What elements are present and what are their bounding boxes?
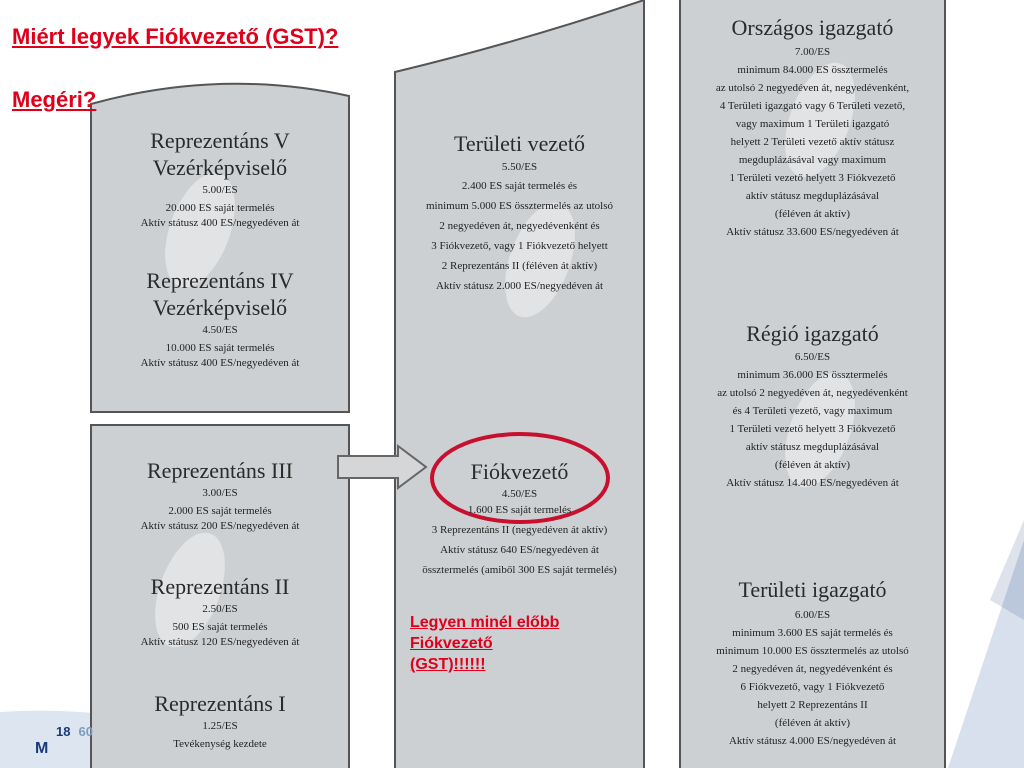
level-rate: 6.50/ES — [794, 351, 831, 363]
callout-text — [410, 612, 640, 675]
callout-line: Legyen minél előbb — [410, 614, 560, 631]
level-detail: 20.000 ES saját termelés — [165, 202, 275, 214]
level-heading: Területi vezető — [453, 131, 585, 156]
level-detail: minimum 10.000 ES össztermelés az utolsó — [716, 645, 909, 657]
level-detail: 2 Reprezentáns II (féléven át aktív) — [441, 260, 598, 272]
level-heading: Vezérképviselő — [152, 155, 288, 180]
level-detail: (féléven át aktív) — [774, 717, 851, 729]
page-total: 60 — [78, 724, 93, 739]
level-rate: 1.25/ES — [202, 720, 238, 732]
level-heading: Régió igazgató — [746, 321, 879, 346]
level-detail: minimum 36.000 ES össztermelés — [737, 369, 888, 381]
level-detail: aktív státusz megduplázásával — [745, 190, 880, 202]
level-regio-igazgato — [680, 320, 945, 492]
level-detail: 1.600 ES saját termelés — [467, 504, 572, 516]
level-detail: 4 Területi igazgató vagy 6 Területi vezető, — [719, 100, 906, 112]
level-heading: Reprezentáns II — [150, 574, 290, 599]
level-heading: Reprezentáns V — [150, 128, 290, 153]
page-number — [56, 724, 93, 739]
level-rate: 2.50/ES — [202, 603, 238, 615]
level-detail: Aktív státusz 14.400 ES/negyedéven át — [726, 477, 899, 489]
level-rate: 3.00/ES — [202, 487, 238, 499]
level-orszagos-igazgato — [680, 14, 945, 241]
level-detail: 2 negyedéven át, negyedévenként és — [439, 220, 600, 232]
level-detail: 6 Fiókvezető, vagy 1 Fiókvezető — [740, 681, 885, 693]
level-teruleti-igazgato — [680, 576, 945, 750]
level-heading: Fiókvezető — [470, 459, 569, 484]
level-detail: Aktív státusz 4.000 ES/negyedéven át — [728, 735, 897, 747]
level-detail: minimum 5.000 ES össztermelés az utolsó — [426, 200, 613, 212]
level-detail: 1 Területi vezető helyett 3 Fiókvezető — [729, 172, 896, 184]
callout-line: Fiókvezető — [410, 635, 493, 652]
level-reprezentans-ii — [91, 573, 349, 650]
level-detail: Aktív státusz 120 ES/negyedéven át — [140, 636, 300, 648]
level-detail: vagy maximum 1 Területi igazgató — [735, 118, 890, 130]
page-title-line-1: Miért legyek Fiókvezető (GST)? — [12, 24, 339, 49]
level-detail: Tevékenység kezdete — [173, 738, 267, 750]
page-title-line-2: Megéri? — [12, 87, 97, 112]
level-detail: 2.000 ES saját termelés — [168, 505, 272, 517]
footer-letter: M — [35, 740, 49, 757]
level-rate: 6.00/ES — [794, 609, 831, 621]
level-reprezentans-i — [91, 690, 349, 752]
level-heading: Vezérképviselő — [152, 295, 288, 320]
page-current: 18 — [56, 724, 71, 739]
level-detail: 2.400 ES saját termelés és — [461, 180, 578, 192]
level-detail: 1 Területi vezető helyett 3 Fiókvezető — [729, 423, 896, 435]
level-detail: Aktív státusz 2.000 ES/negyedéven át — [435, 280, 604, 292]
level-rate: 7.00/ES — [794, 46, 831, 58]
level-heading: Reprezentáns IV — [146, 268, 294, 293]
level-detail: (féléven át aktív) — [774, 459, 851, 471]
level-detail: 10.000 ES saját termelés — [165, 342, 275, 354]
level-teruleti-vezeto — [395, 130, 644, 296]
level-reprezentans-iv — [91, 267, 349, 371]
level-detail: helyett 2 Reprezentáns II — [757, 699, 868, 711]
level-detail: minimum 84.000 ES össztermelés — [737, 64, 888, 76]
level-reprezentans-iii — [91, 457, 349, 534]
level-detail: és 4 Területi vezető, vagy maximum — [732, 405, 893, 417]
level-detail: Aktív státusz 33.600 ES/negyedéven át — [726, 226, 899, 238]
level-detail: 2 negyedéven át, negyedévenként és — [732, 663, 893, 675]
level-heading: Területi igazgató — [738, 577, 887, 602]
callout-line: (GST)!!!!!! — [410, 656, 486, 673]
level-heading: Országos igazgató — [731, 15, 894, 40]
level-detail: megduplázásával vagy maximum — [738, 154, 887, 166]
level-detail: az utolsó 2 negyedéven át, negyedévenként, — [715, 82, 910, 94]
level-detail: Aktív státusz 400 ES/negyedéven át — [140, 217, 300, 229]
level-fiokvezeto — [395, 458, 644, 580]
level-rate: 4.50/ES — [202, 324, 238, 336]
level-detail: aktív státusz megduplázásával — [745, 441, 880, 453]
level-heading: Reprezentáns I — [154, 691, 286, 716]
level-detail: az utolsó 2 negyedéven át, negyedévenként — [717, 387, 908, 399]
level-reprezentans-v — [91, 127, 349, 231]
level-detail: (féléven át aktív) — [774, 208, 851, 220]
level-detail: Aktív státusz 640 ES/negyedéven át — [440, 544, 599, 556]
level-detail: Aktív státusz 200 ES/negyedéven át — [140, 520, 300, 532]
level-detail: 3 Reprezentáns II (negyedéven át aktív) — [431, 524, 608, 536]
level-detail: 3 Fiókvezető, vagy 1 Fiókvezető helyett — [431, 240, 608, 252]
level-detail: helyett 2 Területi vezető aktív státusz — [730, 136, 895, 148]
level-rate: 4.50/ES — [501, 488, 538, 500]
level-detail: minimum 3.600 ES saját termelés és — [732, 627, 893, 639]
level-rate: 5.00/ES — [202, 184, 238, 196]
level-detail: Aktív státusz 400 ES/negyedéven át — [140, 357, 300, 369]
decorative-swoosh-right-2 — [990, 520, 1024, 620]
level-detail: 500 ES saját termelés — [172, 621, 268, 633]
level-detail: össztermelés (amiből 300 ES saját termelés) — [422, 564, 617, 576]
level-heading: Reprezentáns III — [147, 458, 293, 483]
level-rate: 5.50/ES — [501, 161, 538, 173]
